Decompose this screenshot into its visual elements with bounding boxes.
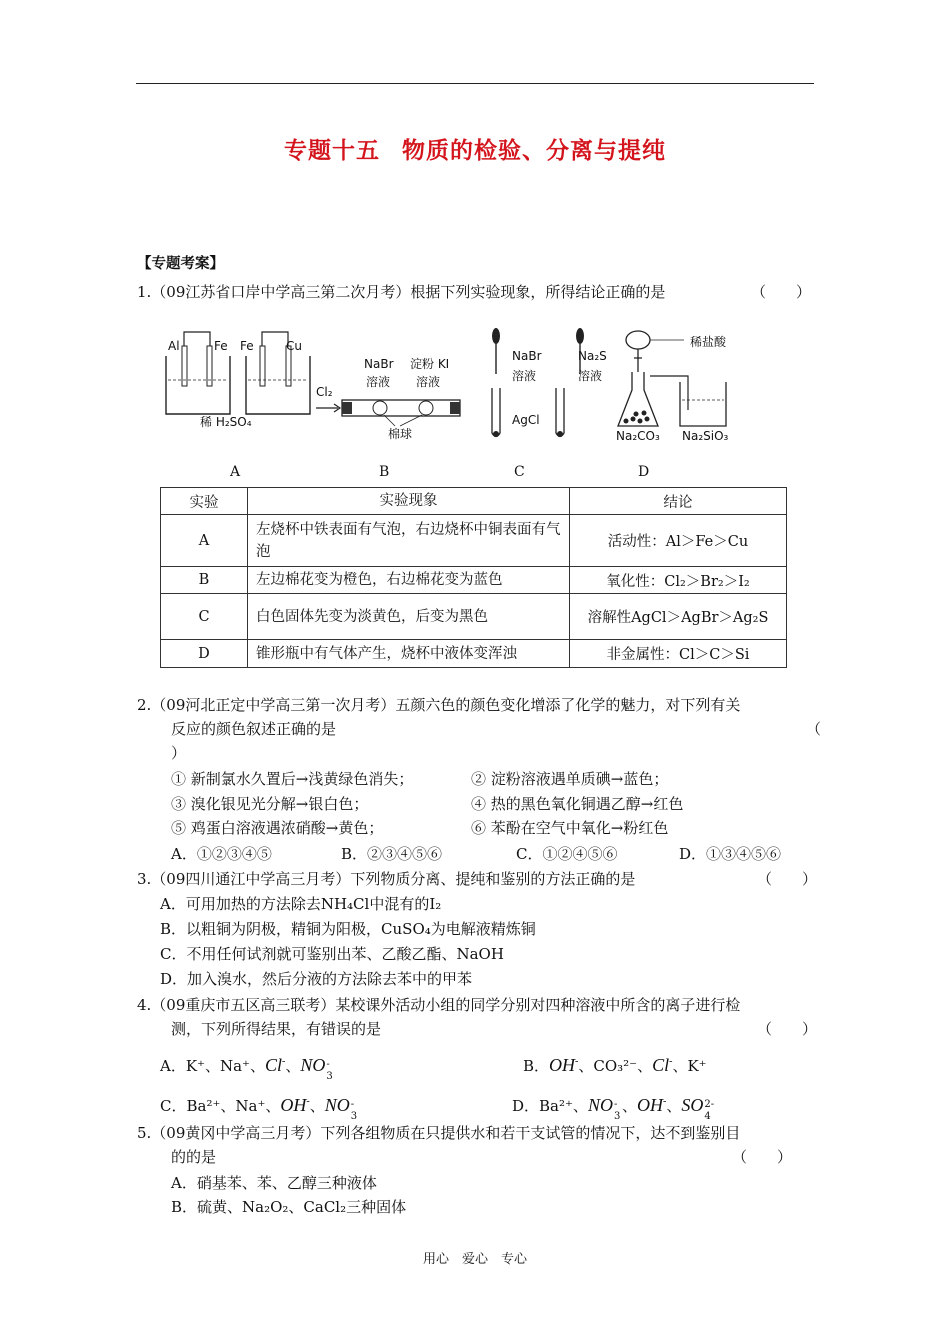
ion-charge: - [662, 1096, 667, 1107]
title-part1: 专题十五 [284, 138, 380, 164]
label-na2sio3: Na₂SiO₃ [682, 429, 729, 443]
header-cell: 实验现象 [248, 488, 570, 515]
ion-charge: - [350, 1099, 355, 1110]
q4-b-tail: 、K⁺ [672, 1057, 707, 1075]
ion-no3: NO [300, 1055, 326, 1075]
label-starch-ki-solution: 溶液 [416, 375, 441, 389]
ion-no3: NO [587, 1095, 613, 1115]
label-agcl: AgCl [512, 413, 540, 427]
q1-stem: 1.（09江苏省口岸中学高三第二次月考）根据下列实验现象，所得结论正确的是 [137, 283, 666, 301]
label-fe1: Fe [214, 339, 228, 353]
q5-line2: 的的是 [171, 1148, 217, 1166]
row-phenomenon: 白色固体先变为淡黄色，后变为黑色 [248, 594, 570, 640]
label-fe2: Fe [240, 339, 254, 353]
page-footer: 用心 爱心 专心 [422, 1252, 527, 1267]
q4-c-prefix: C．Ba²⁺、Na⁺、 [160, 1097, 281, 1115]
ion-charge: - [613, 1099, 618, 1110]
section-label: 【专题考案】 [137, 256, 224, 272]
q2-option-b: B．②③④⑤⑥ [341, 845, 443, 863]
label-nabr-c-solution: 溶液 [512, 369, 537, 383]
q3-answer-paren: （ ） [757, 870, 818, 888]
q2-option-d: D．①③④⑤⑥ [679, 845, 782, 863]
ion-oh: OH [636, 1095, 663, 1115]
label-dilute-hcl: 稀盐酸 [690, 335, 727, 349]
row-conclusion: 活动性：Al＞Fe＞Cu [570, 515, 787, 567]
diagram-a [166, 332, 310, 429]
label-nabr-b-solution: 溶液 [366, 375, 391, 389]
ion-charge: - [669, 1056, 673, 1067]
q4-d-prefix: D．Ba²⁺、 [512, 1097, 588, 1115]
label-cu: Cu [286, 339, 302, 353]
q3-option-b: B．以粗铜为阴极，精铜为阳极，CuSO₄为电解液精炼铜 [160, 920, 536, 938]
q4-option-a [160, 1052, 334, 1082]
q4-b-mid: 、CO₃²⁻、 [578, 1057, 653, 1075]
ion-subscript: 3 [613, 1111, 621, 1122]
sep: 、 [309, 1097, 325, 1115]
q4-option-d [512, 1092, 719, 1122]
diagram-d [616, 331, 729, 443]
q4-line1: 4.（09重庆市五区高三联考）某校课外活动小组的同学分别对四种溶液中所含的离子进行检 [137, 996, 741, 1014]
diagram-c [492, 328, 607, 437]
label-cotton: 棉球 [388, 427, 413, 441]
q2-item: ② 淀粉溶液遇单质碘→蓝色； [471, 770, 669, 788]
q5-option-a: A．硝基苯、苯、乙醇三种液体 [171, 1174, 377, 1192]
row-conclusion: 非金属性：Cl＞C＞Si [570, 640, 787, 668]
label-na2co3: Na₂CO₃ [616, 429, 660, 443]
q3-option-c: C．不用任何试剂就可鉴别出苯、乙酸乙酯、NaOH [160, 945, 504, 963]
q4-option-c [160, 1092, 359, 1122]
label-al: Al [168, 339, 180, 353]
label-B: B [379, 464, 390, 480]
row-phenomenon: 左边棉花变为橙色，右边棉花变为蓝色 [248, 567, 570, 594]
q3-option-a: A．可用加热的方法除去NH₄Cl中混有的I₂ [160, 895, 442, 913]
label-starch-ki: 淀粉 KI [410, 357, 450, 371]
sep: 、 [666, 1097, 682, 1115]
ion-charge: - [306, 1096, 310, 1107]
sep: 、 [621, 1097, 637, 1115]
label-na2s-solution: 溶液 [578, 369, 603, 383]
ion-charge: 2- [704, 1099, 715, 1110]
q5-answer-paren: （ ） [732, 1148, 793, 1166]
q3-option-d: D．加入溴水，然后分液的方法除去苯中的甲苯 [160, 970, 473, 988]
q2-paren-open: （ [806, 720, 822, 738]
ion-oh: OH [280, 1095, 307, 1115]
q1-apparatus-diagram [160, 318, 760, 484]
label-D: D [638, 464, 650, 480]
q4-a-prefix: A．K⁺、Na⁺、 [160, 1057, 265, 1075]
ion-subscript: 3 [350, 1111, 358, 1122]
q2-paren-close: ） [171, 744, 187, 762]
table-row [161, 567, 787, 594]
q2-item: ① 新制氯水久置后→浅黄绿色消失； [171, 770, 414, 788]
ion-charge: - [326, 1059, 330, 1070]
table-row [161, 594, 787, 640]
ion-subscript: 3 [326, 1071, 333, 1082]
ion-charge: - [575, 1056, 579, 1067]
q2-option-a: A．①②③④⑤ [171, 845, 272, 863]
ion-cl: Cl [652, 1055, 670, 1075]
q2-line1: 2.（09河北正定中学高三第一次月考）五颜六色的颜色变化增添了化学的魅力，对下列有关 [137, 696, 741, 714]
q2-option-c: C．①②④⑤⑥ [516, 845, 618, 863]
q4-b-prefix: B． [523, 1057, 550, 1075]
q1-answer-paren: （ ） [751, 283, 812, 301]
label-C: C [514, 464, 525, 480]
q1-results-table [160, 487, 787, 668]
q2-item: ⑥ 苯酚在空气中氧化→粉红色 [471, 819, 669, 837]
q4-line2: 测，下列所得结果，有错误的是 [171, 1020, 382, 1038]
diagram-b [316, 356, 460, 441]
row-phenomenon: 锥形瓶中有气体产生，烧杯中液体变浑浊 [248, 640, 570, 668]
q3-stem: 3.（09四川通江中学高三月考）下列物质分离、提纯和鉴别的方法正确的是 [137, 870, 636, 888]
page-title [0, 132, 950, 165]
row-conclusion: 溶解性AgCl＞AgBr＞Ag₂S [570, 594, 787, 640]
q2-line2: 反应的颜色叙述正确的是 [171, 720, 337, 738]
ion-subscript: 4 [704, 1111, 711, 1122]
sep: 、 [285, 1057, 301, 1075]
q4-answer-paren: （ ） [757, 1020, 818, 1038]
q2-item: ④ 热的黑色氧化铜遇乙醇→红色 [471, 795, 684, 813]
header-cell: 结论 [570, 488, 787, 515]
row-exp: C [161, 594, 248, 640]
table-row [161, 640, 787, 668]
ion-so4: SO [681, 1095, 704, 1115]
row-phenomenon: 左烧杯中铁表面有气泡，右边烧杯中铜表面有气泡 [248, 515, 570, 567]
header-cell: 实验 [161, 488, 248, 515]
table-header-row [161, 488, 787, 515]
q2-item: ③ 溴化银见光分解→银白色； [171, 795, 369, 813]
ion-charge: - [281, 1056, 286, 1067]
label-nabr-c: NaBr [512, 349, 542, 363]
label-na2s: Na₂S [578, 349, 607, 363]
label-dilute-h2so4: 稀 H₂SO₄ [200, 415, 252, 429]
q5-line1: 5.（09黄冈中学高三月考）下列各组物质在只提供水和若干支试管的情况下，达不到鉴别目 [137, 1124, 741, 1142]
table-row [161, 515, 787, 567]
label-nabr-b: NaBr [364, 357, 394, 371]
q5-option-b: B．硫黄、Na₂O₂、CaCl₂三种固体 [171, 1198, 407, 1216]
q2-item: ⑤ 鸡蛋白溶液遇浓硝酸→黄色； [171, 819, 384, 837]
row-exp: D [161, 640, 248, 668]
top-rule [136, 83, 814, 84]
ion-oh: OH [549, 1055, 576, 1075]
row-exp: A [161, 515, 248, 567]
ion-cl: Cl [264, 1055, 282, 1075]
q4-option-b [523, 1052, 707, 1076]
label-cl2: Cl₂ [316, 385, 333, 399]
title-part2: 物质的检验、分离与提纯 [402, 138, 666, 164]
row-conclusion: 氧化性：Cl₂＞Br₂＞I₂ [570, 567, 787, 594]
row-exp: B [161, 567, 248, 594]
label-A: A [230, 464, 241, 480]
ion-no3: NO [324, 1095, 350, 1115]
